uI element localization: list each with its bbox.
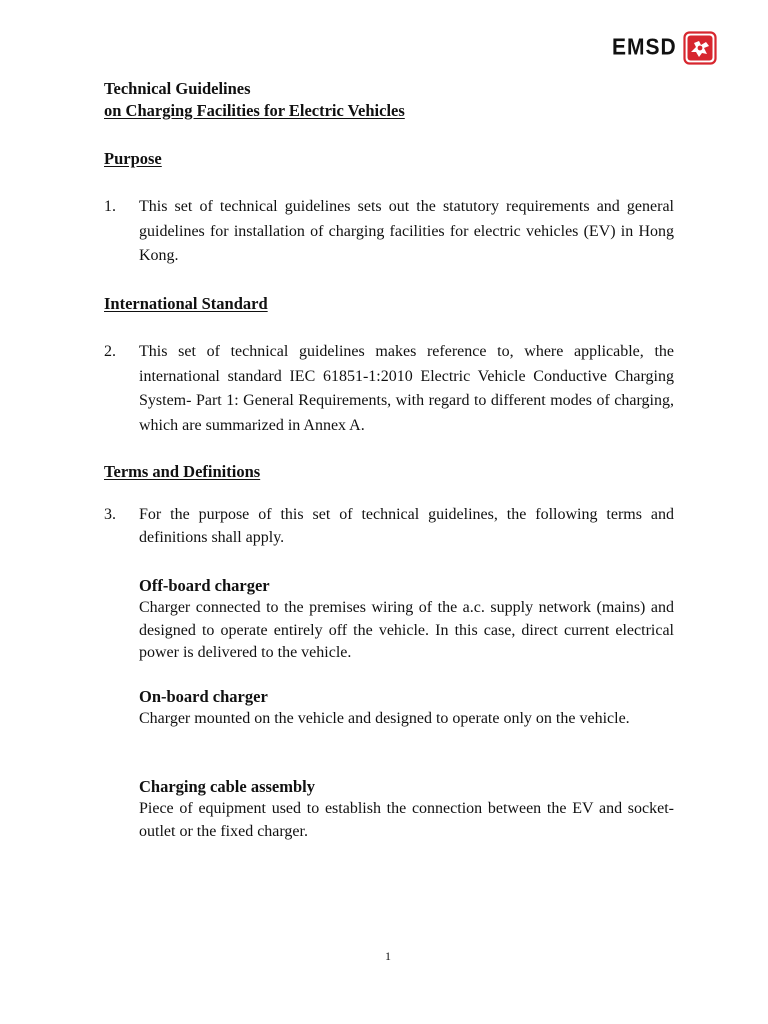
paragraph-1 xyxy=(104,195,674,269)
document-subtitle: on Charging Facilities for Electric Vehicles xyxy=(104,101,405,120)
definition-text: Charger connected to the premises wiring of the a.c. supply network (mains) and designed to operate entirely off the vehicle. In this case, direct current electrical power is delivered to the vehicle. xyxy=(139,599,674,661)
definition-item xyxy=(139,575,674,665)
definition-item xyxy=(139,686,674,731)
definition-item xyxy=(139,776,674,843)
emsd-emblem-icon xyxy=(683,31,717,65)
paragraph-text: This set of technical guidelines sets out the statutory requirements and general guidelines for installation of charging facilities for electric vehicles (EV) in Hong Kong. xyxy=(139,198,674,264)
definition-text: Charger mounted on the vehicle and designed to operate only on the vehicle. xyxy=(139,710,630,727)
paragraph-2 xyxy=(104,340,674,438)
paragraph-number: 2. xyxy=(104,343,116,360)
paragraph-text: This set of technical guidelines makes reference to, where applicable, the international standard IEC 61851-1:2010 Electric Vehicle Conductive Charging System- Part 1: General Requirements, with regard to different modes of charging, which are summarized in Annex A. xyxy=(139,343,674,434)
definition-text: Piece of equipment used to establish the connection between the EV and socket-outlet or the fixed charger. xyxy=(139,800,674,840)
emsd-logo xyxy=(612,31,717,65)
page-number: 1 xyxy=(385,949,391,963)
definition-term: Charging cable assembly xyxy=(139,777,316,796)
paragraph-text: For the purpose of this set of technical guidelines, the following terms and definitions shall apply. xyxy=(139,506,674,546)
definition-term: Off-board charger xyxy=(139,576,270,595)
section-heading-international-standard: International Standard xyxy=(104,294,268,313)
section-heading-purpose: Purpose xyxy=(104,149,162,168)
section-heading-terms-and-definitions: Terms and Definitions xyxy=(104,462,261,481)
paragraph-number: 1. xyxy=(104,198,116,215)
logo-text: EMSD xyxy=(612,34,677,61)
document-title: Technical Guidelines xyxy=(104,79,251,98)
definition-term: On-board charger xyxy=(139,687,268,706)
paragraph-3 xyxy=(104,504,674,549)
paragraph-number: 3. xyxy=(104,506,116,523)
